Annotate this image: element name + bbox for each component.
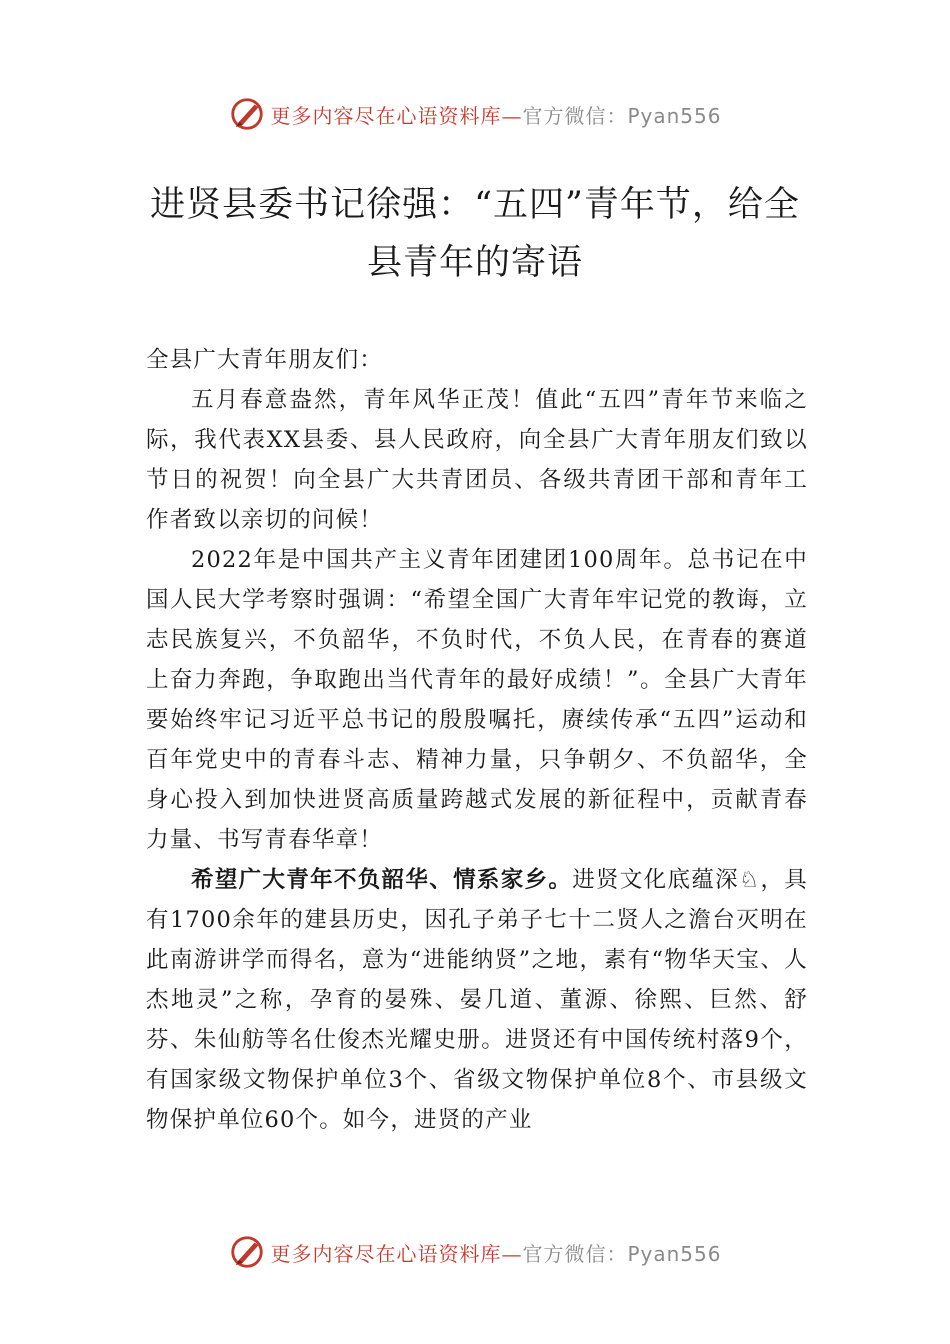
- paragraph-2: 2022年是中国共产主义青年团建团100周年。总书记在中国人民大学考察时强调：“希望全国广大青年牢记党的教诲，立志民族复兴，不负韶华，不负时代，不负人民，在青春的赛道上奋力奔跑，争取跑出当代青年的最好成绩！”。全县广大青年要始终牢记习近平总书记的殷殷嘱托，赓续传承“五四”运动和百年党史中的青春斗志、精神力量，只争朝夕、不负韶华，全身心投入到加快进贤高质量跨越式发展的新征程中，贡献青春力量、书写青春华章！: [146, 547, 808, 853]
- salutation: 全县广大青年朋友们：: [146, 347, 384, 373]
- document-title: 进贤县委书记徐强：“五四”青年节，给全县青年的寄语: [150, 185, 800, 283]
- watermark-banner-top: [0, 94, 950, 134]
- document-body: [146, 340, 808, 1140]
- paragraph-3: [146, 860, 808, 1140]
- paragraph-1: 五月春意盎然，青年风华正茂！值此“五四”青年节来临之际，我代表XX县委、县人民政府，向全县广大青年朋友们致以节日的祝贺！向全县广大共青团员、各级共青团干部和青年工作者致以亲切的问候！: [146, 387, 808, 533]
- pen-logo-icon: [228, 95, 266, 133]
- banner-text: 更多内容尽在心语资料库—官方微信：Pyan556: [270, 103, 722, 128]
- paragraph-3-lead: 希望广大青年不负韶华、情系家乡。: [191, 867, 573, 893]
- banner-text: 更多内容尽在心语资料库—官方微信：Pyan556: [270, 1241, 722, 1266]
- watermark-banner-bottom: [0, 1232, 950, 1272]
- pen-logo-icon: [228, 1233, 266, 1271]
- paragraph-3-body: 进贤文化底蕴深♘，具有1700余年的建县历史，因孔子弟子七十二贤人之澹台灭明在此南游讲学而得名，意为“进能纳贤”之地，素有“物华天宝、人杰地灵”之称，孕育的晏殊、晏几道、董源、徐熙、巨然、舒芬、朱仙舫等名仕俊杰光耀史册。进贤还有中国传统村落9个，有国家级文物保护单位3个、省级文物保护单位8个、市县级文物保护单位60个。如今，进贤的产业: [146, 867, 808, 1133]
